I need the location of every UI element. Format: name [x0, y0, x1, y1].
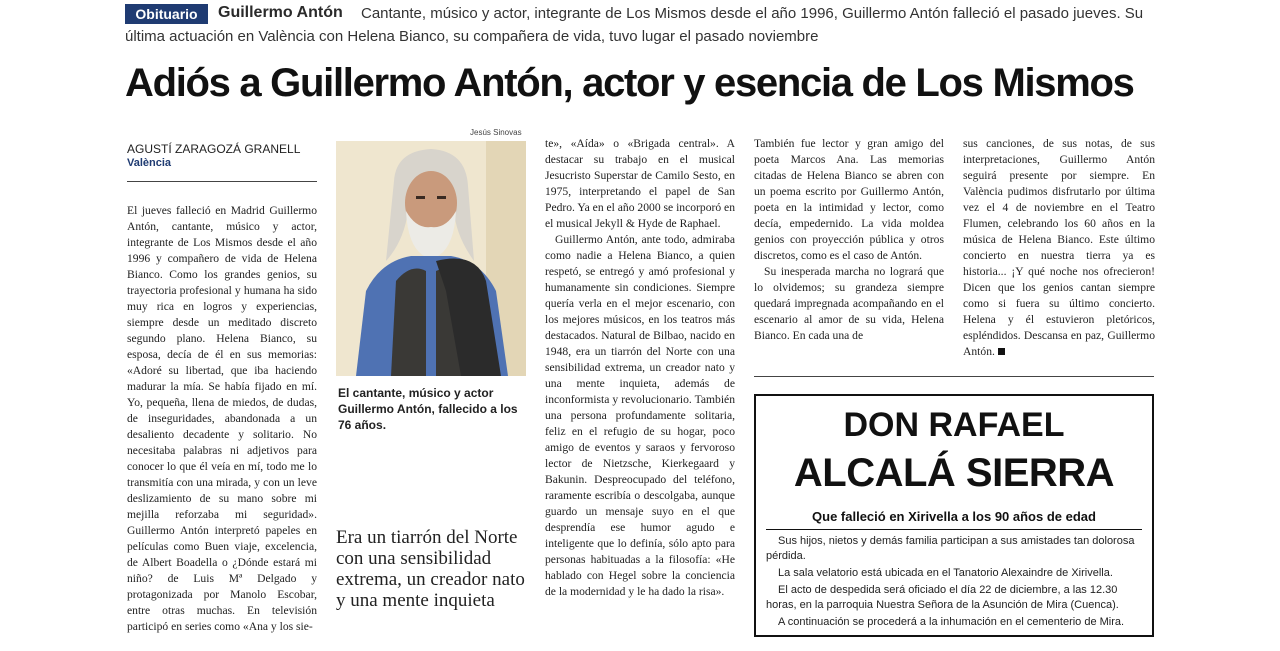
article-column-4	[963, 136, 1155, 360]
standfirst-line-1: Cantante, músico y actor, integrante de Los Mismos desde el año 1996, Guillermo Antón falleció el pasado jueves. Su	[361, 5, 1144, 22]
photo-caption: El cantante, músico y actor Guillermo Antón, fallecido a los 76 años.	[338, 386, 518, 432]
article-column-3	[754, 136, 944, 344]
section-name: Guillermo Antón	[218, 4, 343, 21]
notice-divider	[754, 376, 1154, 377]
article-paragraph: Guillermo Antón, ante todo, admiraba como nadie a Helena Bianco, a quien respetó, se entregó y amó profesional y humanamente sin condiciones. Siempre quería verla en el mejor escenario, con los mejores músicos, en los teatros más destacados. Natural de Bilbao, nacido en 1948, era un tiarrón del Norte con una sensibilidad extrema, un creador nato y una mente inquieta, además de inconformista y revolucionario. También una persona profundamente solitaria, feliz en el refugio de su hogar, poco amigo de eventos y saraos y fervoroso lector de Nietzsche, Kierkegaard y Bakunin. Despreocupado del teléfono, raramente escribía o descolgaba, aunque guardo un mensaje suyo en el que desprendía ese humor agudo e inteligente que lo definía, sólo apto para personas habituadas a la filosofía: «He hablado con Hegel sobre la conciencia de la modernidad y le ha dado la risa».	[545, 233, 735, 598]
byline-place: València	[127, 157, 172, 169]
notice-inner-divider	[766, 529, 1142, 530]
article-paragraph: Su inesperada marcha no logrará que lo olvidemos; su grandeza siempre quedará impregnada acompañando en el escenario al amor de su vida, Helena Bianco. En cada una de	[754, 265, 944, 342]
pull-quote: Era un tiarrón del Norte con una sensibilidad extrema, un creador nato y una mente inquieta	[336, 527, 525, 611]
portrait-photo	[336, 141, 526, 376]
article-paragraph: El jueves falleció en Madrid Guillermo Antón, cantante, músico y actor, integrante de Los Mismos desde el año 1996 y compañero de vida de Helena Bianco. Como los grandes genios, su trayectoria profesional y humana ha sido muy rica en logros y experiencias, siempre desde un meditado discreto segundo plano. Helena Bianco, su esposa, decía de él en sus memorias: «Adoré su libertad, que iba haciendo madurar la mía. Se había fijado en mí. Yo, pequeña, llena de miedos, de dudas, de inseguridades, abandonada a un desaliento decadente y solitario. No necesitaba palabras ni adjetivos para conocer lo que él veía en mí, todo me lo transmitía con una mirada, y con un leve deslizamiento de su mano sobre mi mejilla reforzaba mi seguridad». Guillermo Antón interpretó papeles en películas como Buen viaje, excelencia, de Albert Boadella o ¿Dónde estará mi niño? de Luis Mª Delgado y protagonizada por Manolo Escobar, entre otras muchas. En televisión participó en series como «Ana y los sie-	[127, 204, 317, 633]
notice-paragraph: El acto de despedida será oficiado el día 22 de diciembre, a las 12.30 horas, en la parroquia Nuestra Señora de la Asunción de Mira (Cuenca).	[766, 584, 1119, 611]
article-paragraph-text: sus canciones, de sus notas, de sus interpretaciones, Guillermo Antón seguirá presente por siempre. En València pudimos disfrutarlo por última vez el 4 de noviembre en el Teatro Flumen, celebrando los 60 años en la música de Helena Bianco. Este último concierto en nuestra tierra ya es historia... ¡Y qué noche nos ofrecieron! Dicen que los genios cantan siempre como si fuera su último concierto. Helena y él estuvieron pletóricos, espléndidos. Descansa en paz, Guillermo Antón.	[963, 137, 1155, 358]
portrait-illustration	[336, 141, 526, 376]
headline: Adiós a Guillermo Antón, actor y esencia de Los Mismos	[125, 61, 1134, 105]
notice-paragraph: La sala velatorio está ubicada en el Tanatorio Alexaindre de Xirivella.	[778, 567, 1113, 579]
standfirst-line-2: última actuación en València con Helena Bianco, su compañera de vida, tuvo lugar el pasado noviembre	[125, 28, 819, 45]
section-tag: Obituario	[125, 4, 208, 24]
article-paragraph: te», «Aída» o «Brigada central». A destacar su trabajo en el musical Jesucristo Superstar de Camilo Sesto, en 1975, interpretando el papel de San Pedro. Ya en el año 2000 se incorporó en el musical Jekyll & Hyde de Raphael.	[545, 137, 735, 230]
byline-author: AGUSTÍ ZARAGOZÁ GRANELL	[127, 142, 301, 156]
photo-credit: Jesús Sinovas	[470, 128, 522, 137]
notice-subtitle: Que falleció en Xirivella a los 90 años de edad	[812, 509, 1096, 524]
notice-body	[766, 534, 1142, 632]
death-notice	[754, 394, 1154, 637]
article-column-2	[545, 136, 735, 600]
article-paragraph: También fue lector y gran amigo del poeta Marcos Ana. Las memorias citadas de Helena Bianco se abren con un poema escrito por Guillermo Antón, poeta en la intimidad y lector, como decía, empedernido. La vida moldea genios con proyección pública y otros discretos, como es el caso de Antón.	[754, 137, 944, 262]
notice-paragraph: A continuación se procederá a la inhumación en el cementerio de Mira.	[778, 616, 1125, 628]
notice-name-line-1: DON RAFAEL	[843, 406, 1065, 444]
article-column-1	[127, 203, 317, 635]
notice-name-line-2: ALCALÁ SIERRA	[793, 451, 1115, 495]
byline-divider	[127, 181, 317, 182]
article-paragraph	[963, 136, 1155, 360]
end-of-article-mark	[998, 348, 1005, 355]
notice-paragraph: Sus hijos, nietos y demás familia participan a sus amistades tan dolorosa pérdida.	[766, 535, 1135, 562]
